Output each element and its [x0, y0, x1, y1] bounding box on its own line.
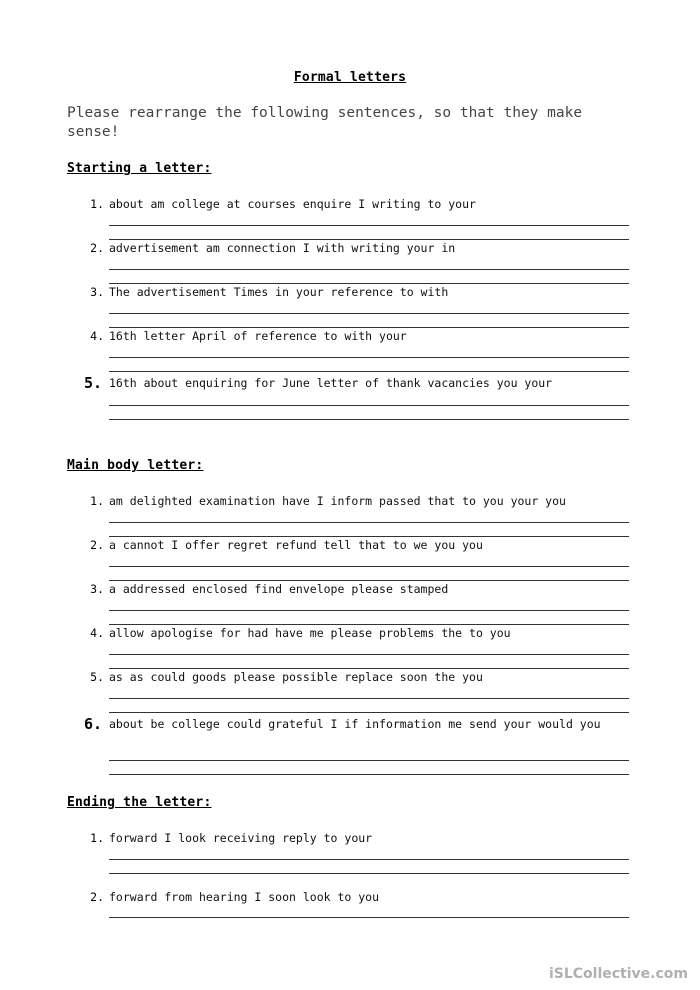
answer-line [109, 327, 629, 328]
page-title-text: Formal letters [293, 70, 407, 85]
answer-line [109, 536, 629, 537]
answer-line [109, 698, 629, 699]
item-number: 1. [90, 197, 104, 211]
answer-line [109, 760, 629, 761]
page-title [0, 66, 700, 85]
scrambled-sentence: as as could goods please possible replace soon the you [109, 670, 483, 684]
answer-line [109, 873, 629, 874]
item-number: 4. [90, 329, 104, 343]
instructions: Please rearrange the following sentences, so that they make sense! [67, 105, 583, 140]
item-number: 2. [90, 890, 104, 904]
section-heading-ending: Ending the letter: [67, 795, 212, 810]
section-heading-starting: Starting a letter: [67, 161, 212, 176]
item-number: 2. [90, 241, 104, 255]
answer-line [109, 859, 629, 860]
answer-line [109, 419, 629, 420]
scrambled-sentence: about be college could grateful I if information me send your would you [109, 717, 601, 731]
item-number: 4. [90, 626, 104, 640]
item-number: 5. [83, 374, 102, 392]
answer-line [109, 654, 629, 655]
item-number: 5. [90, 670, 104, 684]
answer-line [109, 225, 629, 226]
item-number: 1. [90, 494, 104, 508]
answer-line [109, 712, 629, 713]
answer-line [109, 610, 629, 611]
scrambled-sentence: advertisement am connection I with writing your in [109, 241, 456, 255]
answer-line [109, 668, 629, 669]
answer-line [109, 269, 629, 270]
item-number: 1. [90, 831, 104, 845]
scrambled-sentence: am delighted examination have I inform passed that to you your you [109, 494, 566, 508]
section-heading-main-body: Main body letter: [67, 458, 204, 473]
scrambled-sentence: about am college at courses enquire I writing to your [109, 197, 476, 211]
answer-line [109, 566, 629, 567]
answer-line [109, 357, 629, 358]
answer-line [109, 522, 629, 523]
item-number: 6. [83, 715, 102, 733]
item-number: 2. [90, 538, 104, 552]
item-number: 3. [90, 285, 104, 299]
scrambled-sentence: forward from hearing I soon look to you [109, 890, 380, 904]
scrambled-sentence: allow apologise for had have me please problems the to you [109, 626, 511, 640]
answer-line [109, 624, 629, 625]
watermark-logo: iSLCollective.com [548, 966, 688, 982]
scrambled-sentence: a addressed enclosed find envelope please stamped [109, 582, 449, 596]
item-number: 3. [90, 582, 104, 596]
answer-line [109, 371, 629, 372]
scrambled-sentence: a cannot I offer regret refund tell that to we you you [109, 538, 483, 552]
answer-line [109, 239, 629, 240]
scrambled-sentence: 16th letter April of reference to with your [109, 329, 407, 343]
answer-line [109, 313, 629, 314]
answer-line [109, 283, 629, 284]
answer-line [109, 580, 629, 581]
scrambled-sentence: The advertisement Times in your reference to with [109, 285, 449, 299]
scrambled-sentence: forward I look receiving reply to your [109, 831, 373, 845]
answer-line [109, 405, 629, 406]
answer-line [109, 774, 629, 775]
scrambled-sentence: 16th about enquiring for June letter of thank vacancies you your [109, 376, 553, 390]
answer-line [109, 917, 629, 918]
